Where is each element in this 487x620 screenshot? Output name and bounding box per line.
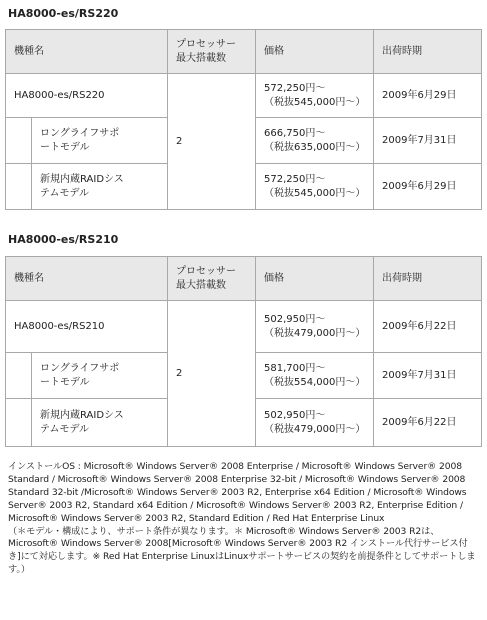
ship-cell: 2009年6月22日 xyxy=(374,399,482,447)
ship-cell: 2009年7月31日 xyxy=(374,353,482,399)
price-cell: 502,950円～ （税抜479,000円～） xyxy=(256,301,374,353)
table-header-row xyxy=(6,30,482,74)
table-row xyxy=(6,301,482,353)
model-cell: HA8000-es/RS220 xyxy=(6,74,168,118)
note-support: （＊モデル・構成により、サポート条件が異なります。＊ Microsoft® Windows Server® 2003 R2は、Microsoft® Windows Server® 2008[Microsoft® Windows Server® 2003 R2 インストール代行サービス付き]にて対応します。※ Red Hat Enterprise LinuxはLinuxサポートサービスの契約を前提条件としてサポートします。） xyxy=(8,525,476,576)
section-title-rs220: HA8000-es/RS220 xyxy=(8,7,119,20)
table-row xyxy=(6,74,482,118)
footnote xyxy=(8,461,478,577)
price-cell: 581,700円～ （税抜554,000円～） xyxy=(256,353,374,399)
model-cell: 新規内蔵RAIDシステムモデル xyxy=(32,399,168,447)
ship-cell: 2009年6月22日 xyxy=(374,301,482,353)
model-cell: ロングライフサポートモデル xyxy=(32,118,168,164)
ship-cell: 2009年6月29日 xyxy=(374,74,482,118)
price-cell: 502,950円～ （税抜479,000円～） xyxy=(256,399,374,447)
header-processor: プロセッサー最大搭載数 xyxy=(168,30,256,74)
indent-cell xyxy=(6,353,32,399)
model-cell: HA8000-es/RS210 xyxy=(6,301,168,353)
model-cell: 新規内蔵RAIDシステムモデル xyxy=(32,164,168,210)
note-install-os: インストールOS : Microsoft® Windows Server® 2008 Enterprise / Microsoft® Windows Server® 2008 Standard / Microsoft® Windows Server® 2008 Enterprise 32-bit / Microsoft® Windows Server® 2008 Standard 32-bit /Microsoft® Windows Server® 2003 R2, Enterprise x64 Edition / Microsoft® Windows Server® 2003 R2, Standard x64 Edition / Microsoft® Windows Server® 2003 R2, Enterprise Edition / Microsoft® Windows Server® 2003 R2, Standard Edition / Red Hat Enterprise Linux xyxy=(8,461,467,524)
processor-cell: 2 xyxy=(168,74,256,210)
indent-cell xyxy=(6,118,32,164)
table-header-row xyxy=(6,257,482,301)
price-cell: 572,250円～ （税抜545,000円～） xyxy=(256,74,374,118)
processor-cell: 2 xyxy=(168,301,256,447)
header-price: 価格 xyxy=(256,30,374,74)
indent-cell xyxy=(6,164,32,210)
header-model: 機種名 xyxy=(6,30,168,74)
ship-cell: 2009年7月31日 xyxy=(374,118,482,164)
spec-table-rs220 xyxy=(5,29,482,210)
indent-cell xyxy=(6,399,32,447)
price-cell: 666,750円～ （税抜635,000円～） xyxy=(256,118,374,164)
section-title-rs210: HA8000-es/RS210 xyxy=(8,233,119,246)
header-ship: 出荷時期 xyxy=(374,257,482,301)
ship-cell: 2009年6月29日 xyxy=(374,164,482,210)
header-model: 機種名 xyxy=(6,257,168,301)
price-cell: 572,250円～ （税抜545,000円～） xyxy=(256,164,374,210)
spec-table-rs210 xyxy=(5,256,482,447)
header-price: 価格 xyxy=(256,257,374,301)
header-ship: 出荷時期 xyxy=(374,30,482,74)
model-cell: ロングライフサポートモデル xyxy=(32,353,168,399)
header-processor: プロセッサー最大搭載数 xyxy=(168,257,256,301)
